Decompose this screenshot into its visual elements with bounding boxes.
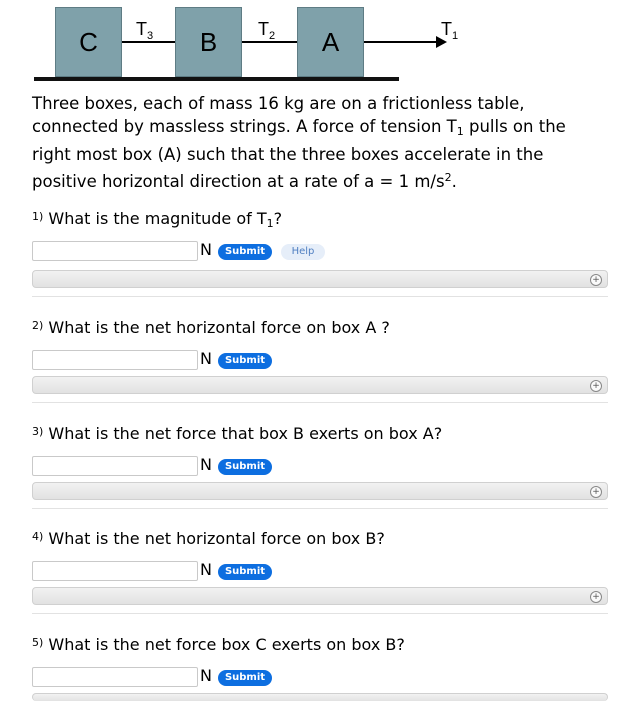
answer-input-2[interactable]	[32, 350, 198, 370]
tension-label-t3: $T_3$	[136, 19, 154, 42]
hint-bar-1[interactable]	[32, 270, 608, 288]
box-a-label: A	[321, 26, 340, 57]
question-1	[32, 206, 608, 285]
physics-diagram	[0, 0, 624, 90]
table-surface	[34, 77, 399, 81]
help-button-1[interactable]: Help	[281, 244, 325, 260]
plus-circle-icon[interactable]: +	[590, 486, 602, 498]
question-3	[32, 421, 608, 497]
problem-statement: Three boxes, each of mass 16 kg are on a frictionless table, connected by massless strings. A force of tension $T_1$ pulls on the right most box (A) such that the three boxes accelerate in the positive horizontal direction at a rate of a = 1 $m/s^2$.	[32, 94, 566, 191]
box-b-label: B	[199, 26, 218, 57]
box-c	[55, 7, 122, 77]
submit-button-4[interactable]: Submit	[218, 564, 272, 580]
question-3-text: $^{3)}$ What is the net force that box B exerts on box A?	[32, 424, 443, 443]
question-1-text: $^{1)}$ What is the magnitude of $T_1$?	[32, 209, 283, 230]
submit-button-2[interactable]: Submit	[218, 353, 272, 369]
divider	[32, 402, 608, 403]
answer-input-4[interactable]	[32, 561, 198, 581]
question-4-text: $^{4)}$ What is the net horizontal force on box B?	[32, 529, 385, 548]
tension-label-t1: $T_1$	[441, 19, 459, 42]
box-c-label: C	[79, 26, 98, 57]
tension-label-t2: $T_2$	[258, 19, 276, 42]
box-b	[175, 7, 242, 77]
unit-label: N	[200, 666, 212, 685]
divider	[32, 613, 608, 614]
box-a	[297, 7, 364, 77]
unit-label: N	[200, 455, 212, 474]
answer-input-3[interactable]	[32, 456, 198, 476]
submit-button-5[interactable]: Submit	[218, 670, 272, 686]
submit-button-3[interactable]: Submit	[218, 459, 272, 475]
question-2	[32, 315, 608, 391]
hint-bar-3[interactable]	[32, 482, 608, 500]
answer-input-5[interactable]	[32, 667, 198, 687]
string-a-right	[364, 41, 438, 43]
unit-label: N	[200, 349, 212, 368]
hint-bar-4[interactable]	[32, 587, 608, 605]
unit-label: N	[200, 560, 212, 579]
plus-circle-icon[interactable]: +	[590, 274, 602, 286]
question-5	[32, 632, 608, 693]
question-4	[32, 526, 608, 602]
answer-input-1[interactable]	[32, 241, 198, 261]
question-2-text: $^{2)}$ What is the net horizontal force on box A ?	[32, 318, 390, 337]
unit-label: N	[200, 240, 212, 259]
question-5-text: $^{5)}$ What is the net force box C exerts on box B?	[32, 635, 405, 654]
hint-bar-2[interactable]	[32, 376, 608, 394]
submit-button-1[interactable]: Submit	[218, 244, 272, 260]
plus-circle-icon[interactable]: +	[590, 591, 602, 603]
plus-circle-icon[interactable]: +	[590, 380, 602, 392]
divider	[32, 508, 608, 509]
divider	[32, 296, 608, 297]
